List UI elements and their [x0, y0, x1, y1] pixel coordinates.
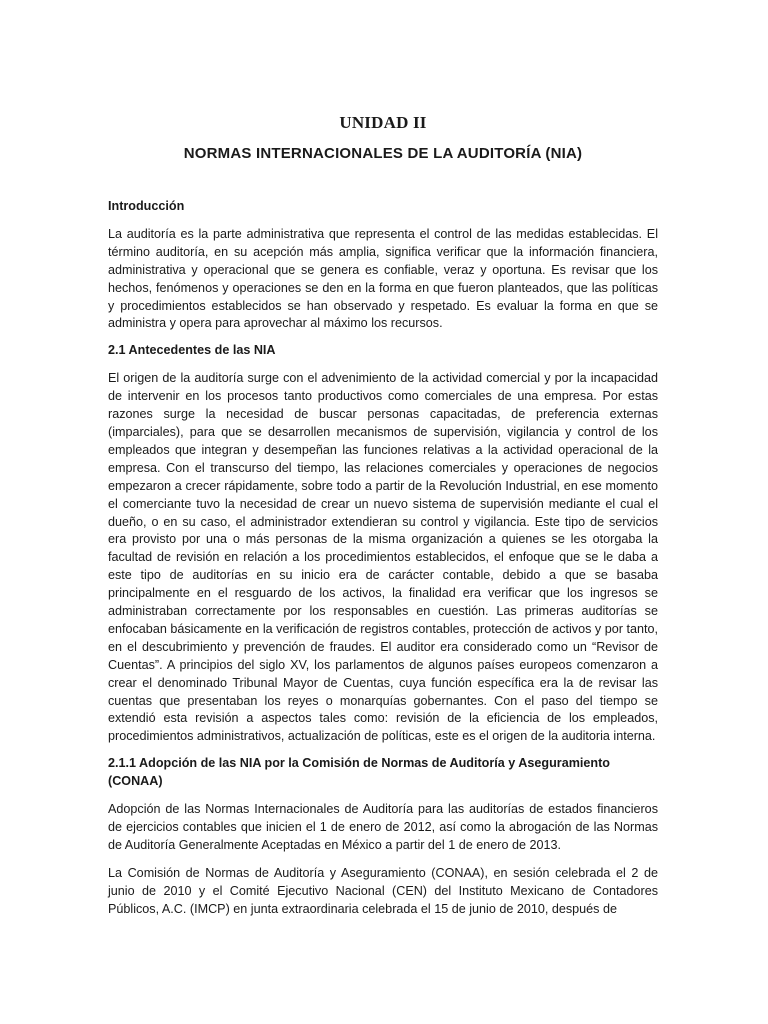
paragraph-adopcion-2: La Comisión de Normas de Auditoría y Aseguramiento (CONAA), en sesión celebrada el 2 de junio de 2010 y el Comité Ejecutivo Nacional (CEN) del Instituto Mexicano de Contadores Públicos, A.C. (IMCP) en junta extraordinaria celebrada el 15 de junio de 2010, después de	[108, 865, 658, 916]
paragraph-antecedentes: El origen de la auditoría surge con el advenimiento de la actividad comercial y por la incapacidad de intervenir en los procesos tanto productivos como comerciales de una empresa. Por estas razones surge la necesidad de buscar personas capacitadas, de preferencia externas (imparciales), para que se desarrollen mecanismos de supervisión, vigilancia y control de los empleados que integran y desempeñan las funciones relativas a la actividad operacional de la empresa. Con el transcurso del tiempo, las relaciones comerciales y operaciones de negocios empezaron a crecer rápidamente, sobre todo a partir de la Revolución Industrial, en ese momento el comerciante tuvo la necesidad de crear un nuevo sistema de supervisión mediante el cual el dueño, o en su caso, el administrador extendieran su control y vigilancia. Este tipo de servicios era provisto por una o más personas de la misma organización a quienes se les otorgaba la facultad de revisión en relación a los procedimientos establecidos, el enfoque que se le daba a este tipo de auditorías en su inicio era de carácter contable, debido a que se basaba principalmente en el resguardo de los activos, la finalidad era verificar que los ingresos se administraban correctamente por los responsables en cuestión. Las primeras auditorías se enfocaban básicamente en la verificación de registros contables, protección de activos y por tanto, en el descubrimiento y prevención de fraudes. El auditor era considerado como un “Revisor de Cuentas”. A principios del siglo XV, los parlamentos de algunos países europeos comenzaron a crear el denominado Tribunal Mayor de Cuentas, cuya función específica era la de revisar las cuentas que presentaban los reyes o monarquías gobernantes. Con el paso del tiempo se extendió esta revisión a aspectos tales como: revisión de la eficiencia de los empleados, procedimientos administrativos, actualización de políticas, este es el origen de la auditoria interna.	[108, 371, 658, 744]
document-body	[108, 108, 658, 919]
section-heading-antecedentes: 2.1 Antecedentes de las NIA	[108, 343, 276, 358]
section-heading-introduccion: Introducción	[108, 199, 185, 213]
paragraph-adopcion-1: Adopción de las Normas Internacionales de Auditoría para las auditorías de estados financieros de ejercicios contables que inicien el 1 de enero de 2012, así como la abrogación de las Normas de Auditoría Generalmente Aceptadas en México a partir del 1 de enero de 2013.	[108, 802, 658, 852]
main-title: NORMAS INTERNACIONALES DE LA AUDITORÍA (NIA)	[183, 145, 583, 162]
section-heading-adopcion: 2.1.1 Adopción de las NIA por la Comisión de Normas de Auditoría y Aseguramiento (CONAA)	[108, 756, 610, 789]
paragraph-introduccion: La auditoría es la parte administrativa que representa el control de las medidas establecidas. El término auditoría, en su acepción más amplia, significa verificar que la información financiera, administrativa y operacional que se genera es confiable, veraz y oportuna. Es revisar que los hechos, fenómenos y operaciones se den en la forma en que fueron planteados, que las políticas y procedimientos establecidos se han observado y respetado. Es evaluar la forma en que se administra y opera para aprovechar al máximo los recursos.	[108, 226, 658, 331]
unit-title: UNIDAD II	[339, 113, 427, 132]
